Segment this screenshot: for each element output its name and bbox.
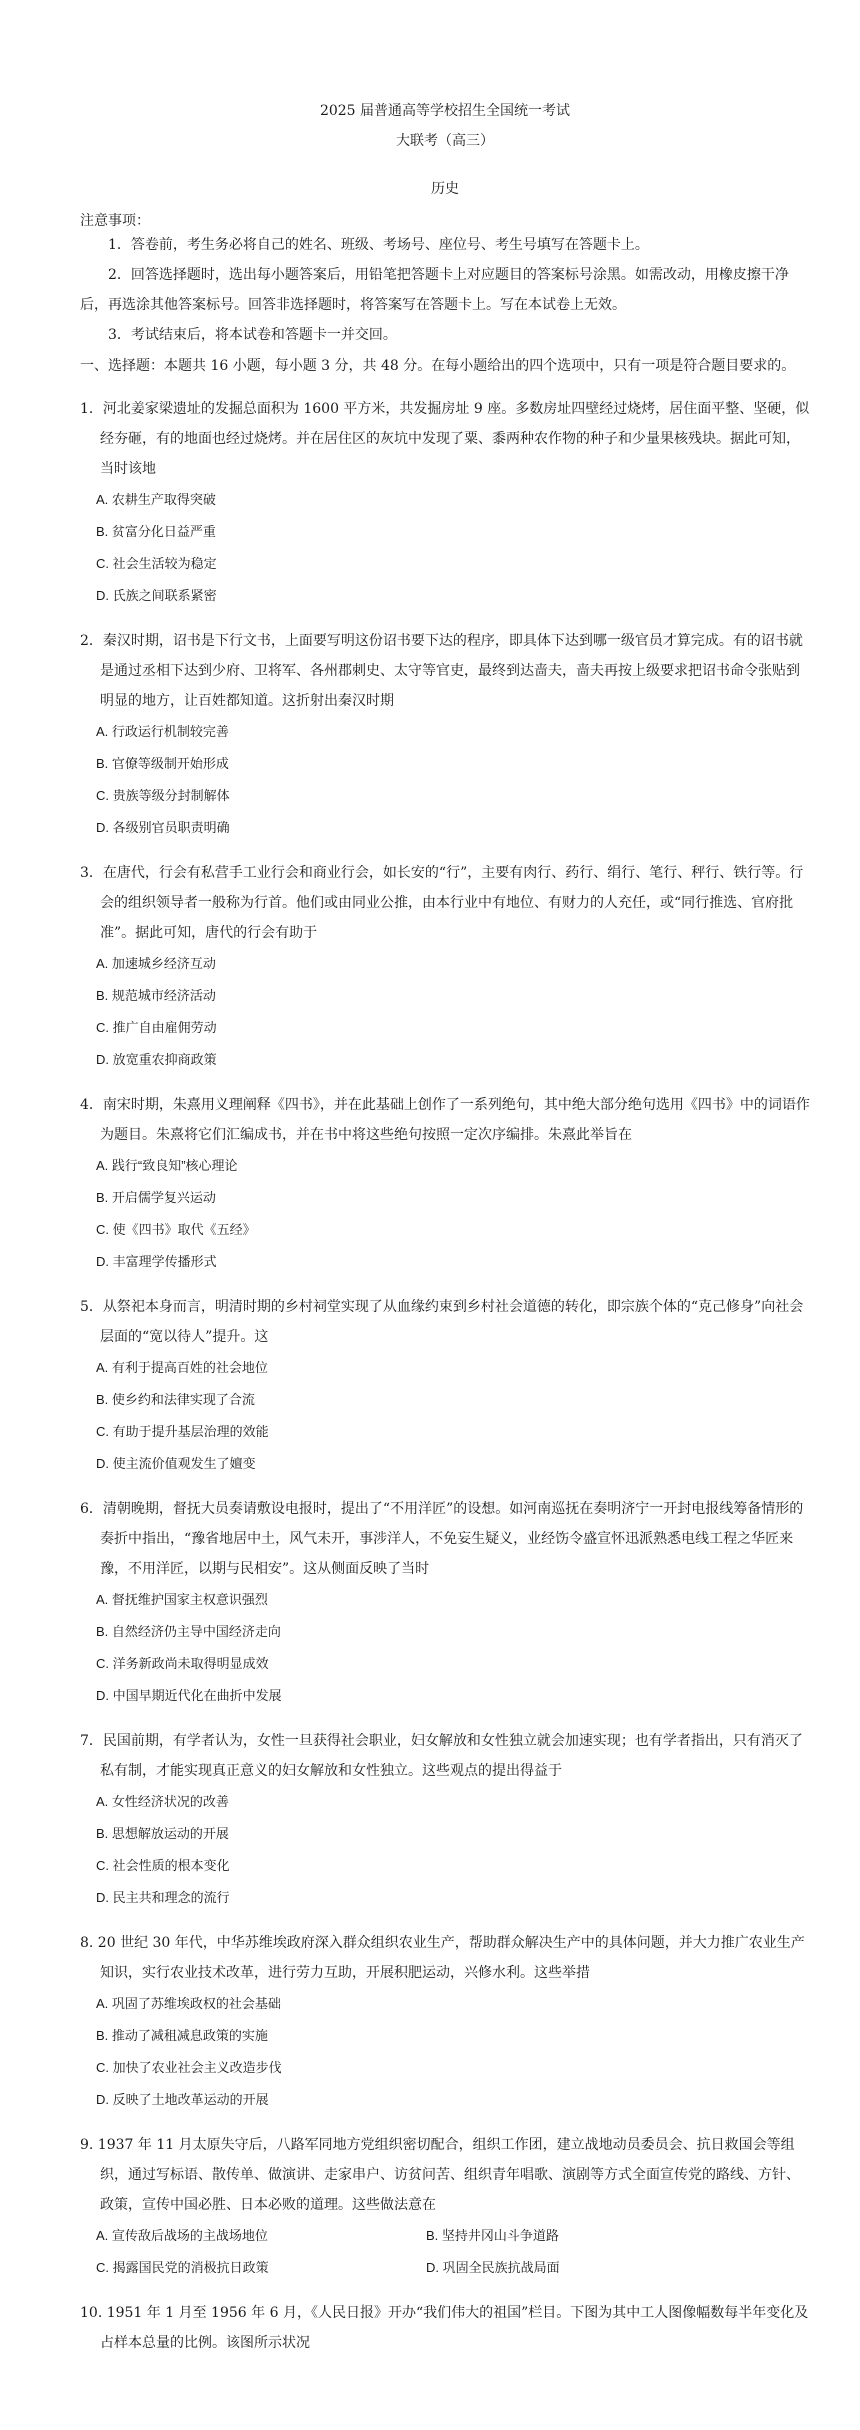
option-c: C. 社会性质的根本变化: [96, 1858, 230, 1873]
option-d: D. 巩固全民族抗战局面: [426, 2260, 560, 2275]
question-9: [80, 2130, 810, 2284]
option-a: A. 践行“致良知”核心理论: [96, 1158, 238, 1173]
option-c: C. 推广自由雇佣劳动: [96, 1020, 217, 1035]
option-a: A. 督抚维护国家主权意识强烈: [96, 1592, 268, 1607]
option-d: D. 中国早期近代化在曲折中发展: [96, 1688, 282, 1703]
question-stem: 7．民国前期，有学者认为，女性一旦获得社会职业，妇女解放和女性独立就会加速实现；也有学者指出，只有消灭了私有制，才能实现真正意义的妇女解放和女性独立。这些观点的提出得益于: [80, 1733, 803, 1779]
option-b: B. 规范城市经济活动: [96, 988, 216, 1003]
option-a: A. 巩固了苏维埃政权的社会基础: [96, 1996, 281, 2011]
option-a: A. 有利于提高百姓的社会地位: [96, 1360, 268, 1375]
question-stem: 8. 20 世纪 30 年代，中华苏维埃政府深入群众组织农业生产，帮助群众解决生产中的具体问题，并大力推广农业生产知识，实行农业技术改革，进行劳力互助，开展积肥运动，兴修水利。这些举措: [80, 1935, 805, 1981]
option-a: A. 宣传敌后战场的主战场地位: [96, 2228, 268, 2243]
subject-title: 历史: [431, 181, 459, 197]
question-stem: 3．在唐代，行会有私营手工业行会和商业行会，如长安的“行”，主要有肉行、药行、绢行、笔行、秤行、铁行等。行会的组织领导者一般称为行首。他们或由同业公推，由本行业中有地位、有财力的人充任，或“同行推选、官府批准”。据此可知，唐代的行会有助于: [80, 865, 804, 941]
notice-item: 1．答卷前，考生务必将自己的姓名、班级、考场号、座位号、考生号填写在答题卡上。: [108, 237, 649, 253]
option-a: A. 女性经济状况的改善: [96, 1794, 229, 1809]
option-a: A. 行政运行机制较完善: [96, 724, 229, 739]
notice-title: 注意事项：: [80, 213, 150, 229]
question-7: [80, 1726, 810, 1914]
option-c: C. 贵族等级分封制解体: [96, 788, 230, 803]
question-2: [80, 626, 810, 844]
question-5: [80, 1292, 810, 1480]
option-d: D. 氏族之间联系紧密: [96, 588, 217, 603]
option-grid: [80, 2220, 810, 2284]
question-stem: 4．南宋时期，朱熹用义理阐释《四书》，并在此基础上创作了一系列绝句，其中绝大部分绝句选用《四书》中的词语作为题目。朱熹将它们汇编成书，并在书中将这些绝句按照一定次序编排。朱熹此举旨在: [80, 1097, 810, 1143]
option-b: B. 贫富分化日益严重: [96, 524, 216, 539]
option-d: D. 使主流价值观发生了嬗变: [96, 1456, 256, 1471]
option-c: C. 社会生活较为稳定: [96, 556, 217, 571]
exam-subtitle: 大联考（高三）: [396, 133, 494, 149]
option-d: D. 反映了土地改革运动的开展: [96, 2092, 269, 2107]
option-b: B. 坚持井冈山斗争道路: [426, 2228, 559, 2243]
option-b: B. 自然经济仍主导中国经济走向: [96, 1624, 281, 1639]
question-10: [80, 2298, 810, 2358]
question-3: [80, 858, 810, 1076]
option-c: C. 使《四书》取代《五经》: [96, 1222, 256, 1237]
exam-title: 2025 届普通高等学校招生全国统一考试: [319, 103, 571, 119]
notice-item: 3．考试结束后，将本试卷和答题卡一并交回。: [108, 327, 397, 343]
option-d: D. 各级别官员职责明确: [96, 820, 230, 835]
question-stem: 5．从祭祀本身而言，明清时期的乡村祠堂实现了从血缘约束到乡村社会道德的转化，即宗族个体的“克己修身”向社会层面的“宽以待人”提升。这: [80, 1299, 804, 1345]
question-stem: 2．秦汉时期，诏书是下行文书，上面要写明这份诏书要下达的程序，即具体下达到哪一级官员才算完成。有的诏书就是通过丞相下达到少府、卫将军、各州郡刺史、太守等官吏，最终到达啬夫，啬夫再按上级要求把诏书命令张贴到明显的地方，让百姓都知道。这折射出秦汉时期: [80, 633, 803, 709]
question-stem: 1．河北姜家梁遗址的发掘总面积为 1600 平方米，共发掘房址 9 座。多数房址四壁经过烧烤，居住面平整、坚硬，似经夯砸，有的地面也经过烧烤。并在居住区的灰坑中发现了粟、黍两种农作物的种子和少量果核残块。据此可知，当时该地: [80, 401, 810, 477]
option-b: B. 推动了减租减息政策的实施: [96, 2028, 268, 2043]
option-d: D. 民主共和理念的流行: [96, 1890, 230, 1905]
question-stem: 10. 1951 年 1 月至 1956 年 6 月，《人民日报》开办“我们伟大的祖国”栏目。下图为其中工人图像幅数每半年变化及占样本总量的比例。该图所示状况: [80, 2305, 809, 2351]
option-d: D. 丰富理学传播形式: [96, 1254, 217, 1269]
question-6: [80, 1494, 810, 1712]
option-a: A. 加速城乡经济互动: [96, 956, 216, 971]
option-b: B. 思想解放运动的开展: [96, 1826, 229, 1841]
notice-item: 2．回答选择题时，选出每小题答案后，用铅笔把答题卡上对应题目的答案标号涂黑。如需改动，用橡皮擦干净后，再选涂其他答案标号。回答非选择题时，将答案写在答题卡上。写在本试卷上无效。: [80, 267, 789, 313]
question-1: [80, 394, 810, 612]
option-b: B. 官僚等级制开始形成: [96, 756, 229, 771]
option-c: C. 洋务新政尚未取得明显成效: [96, 1656, 269, 1671]
question-4: [80, 1090, 810, 1278]
section-title: 一、选择题：本题共 16 小题，每小题 3 分，共 48 分。在每小题给出的四个选项中，只有一项是符合题目要求的。: [80, 358, 796, 374]
option-c: C. 加快了农业社会主义改造步伐: [96, 2060, 282, 2075]
option-a: A. 农耕生产取得突破: [96, 492, 216, 507]
option-b: B. 使乡约和法律实现了合流: [96, 1392, 255, 1407]
option-c: C. 有助于提升基层治理的效能: [96, 1424, 269, 1439]
option-b: B. 开启儒学复兴运动: [96, 1190, 216, 1205]
option-d: D. 放宽重农抑商政策: [96, 1052, 217, 1067]
question-stem: 6．清朝晚期，督抚大员奏请敷设电报时，提出了“不用洋匠”的设想。如河南巡抚在奏明济宁一开封电报线筹备情形的奏折中指出，“豫省地居中土，风气未开，事涉洋人，不免妄生疑义，业经饬令盛宣怀迅派熟悉电线工程之华匠来豫，不用洋匠，以期与民相安”。这从侧面反映了当时: [80, 1501, 804, 1577]
question-8: [80, 1928, 810, 2116]
option-c: C. 揭露国民党的消极抗日政策: [96, 2260, 269, 2275]
question-stem: 9. 1937 年 11 月太原失守后，八路军同地方党组织密切配合，组织工作团，建立战地动员委员会、抗日救国会等组织，通过写标语、散传单、做演讲、走家串户、访贫问苦、组织青年唱歌、演剧等方式全面宣传党的路线、方针、政策，宣传中国必胜、日本必败的道理。这些做法意在: [80, 2137, 800, 2213]
